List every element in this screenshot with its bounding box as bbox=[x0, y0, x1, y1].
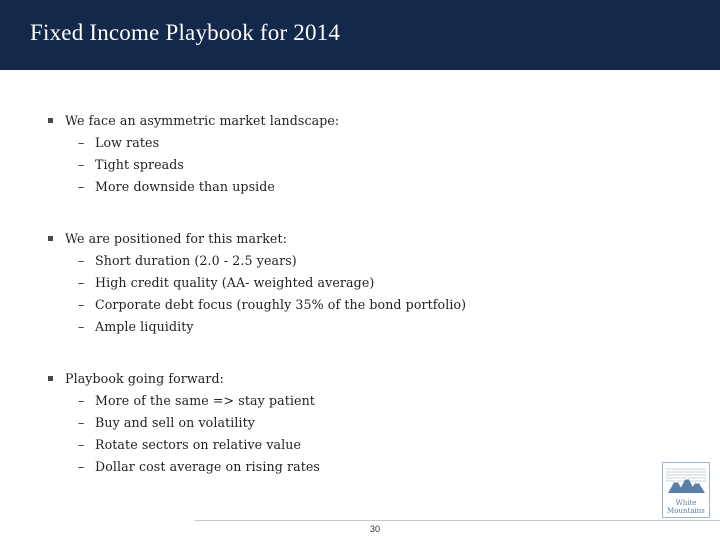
sub-item bbox=[48, 390, 668, 412]
sub-item bbox=[48, 272, 668, 294]
footer-divider bbox=[195, 520, 720, 521]
sub-item bbox=[48, 132, 668, 154]
dash-icon: – bbox=[78, 275, 85, 290]
sub-item-text: Rotate sectors on relative value bbox=[95, 437, 302, 452]
dash-icon: – bbox=[78, 157, 85, 172]
sub-item bbox=[48, 456, 668, 478]
sub-item-text: High credit quality (AA- weighted average) bbox=[95, 275, 375, 290]
section-playbook bbox=[48, 368, 668, 478]
bullet-text: Playbook going forward: bbox=[65, 371, 225, 386]
bullet-item bbox=[48, 228, 668, 250]
square-bullet-icon bbox=[48, 236, 53, 241]
sub-item-text: Buy and sell on volatility bbox=[95, 415, 255, 430]
mountains-icon bbox=[665, 465, 707, 495]
dash-icon: – bbox=[78, 179, 85, 194]
section-market-landscape bbox=[48, 110, 668, 198]
logo-text bbox=[663, 499, 709, 515]
sub-item-text: Dollar cost average on rising rates bbox=[95, 459, 320, 474]
sub-item bbox=[48, 154, 668, 176]
sub-item-text: Short duration (2.0 - 2.5 years) bbox=[95, 253, 297, 268]
section-positioning bbox=[48, 228, 668, 338]
sub-item bbox=[48, 250, 668, 272]
title-bar bbox=[0, 0, 720, 70]
sub-item-text: Tight spreads bbox=[95, 157, 184, 172]
square-bullet-icon bbox=[48, 376, 53, 381]
sub-item-text: More of the same => stay patient bbox=[95, 393, 315, 408]
company-logo bbox=[662, 462, 710, 518]
bullet-text: We face an asymmetric market landscape: bbox=[65, 113, 340, 128]
sub-item-text: Corporate debt focus (roughly 35% of the bond portfolio) bbox=[95, 297, 467, 312]
dash-icon: – bbox=[78, 135, 85, 150]
sub-item-text: More downside than upside bbox=[95, 179, 275, 194]
sub-item bbox=[48, 316, 668, 338]
dash-icon: – bbox=[78, 319, 85, 334]
square-bullet-icon bbox=[48, 118, 53, 123]
dash-icon: – bbox=[78, 415, 85, 430]
sub-item-text: Low rates bbox=[95, 135, 160, 150]
dash-icon: – bbox=[78, 253, 85, 268]
bullet-item bbox=[48, 368, 668, 390]
bullet-item bbox=[48, 110, 668, 132]
dash-icon: – bbox=[78, 437, 85, 452]
dash-icon: – bbox=[78, 393, 85, 408]
slide-content bbox=[48, 110, 668, 508]
dash-icon: – bbox=[78, 297, 85, 312]
sub-item bbox=[48, 434, 668, 456]
sub-item bbox=[48, 294, 668, 316]
bullet-text: We are positioned for this market: bbox=[65, 231, 287, 246]
logo-line-1: White bbox=[675, 499, 697, 507]
sub-item bbox=[48, 176, 668, 198]
slide-title: Fixed Income Playbook for 2014 bbox=[30, 20, 341, 45]
sub-item bbox=[48, 412, 668, 434]
page-number: 30 bbox=[369, 524, 380, 534]
sub-item-text: Ample liquidity bbox=[95, 319, 194, 334]
dash-icon: – bbox=[78, 459, 85, 474]
logo-line-2: Mountains bbox=[667, 507, 705, 515]
